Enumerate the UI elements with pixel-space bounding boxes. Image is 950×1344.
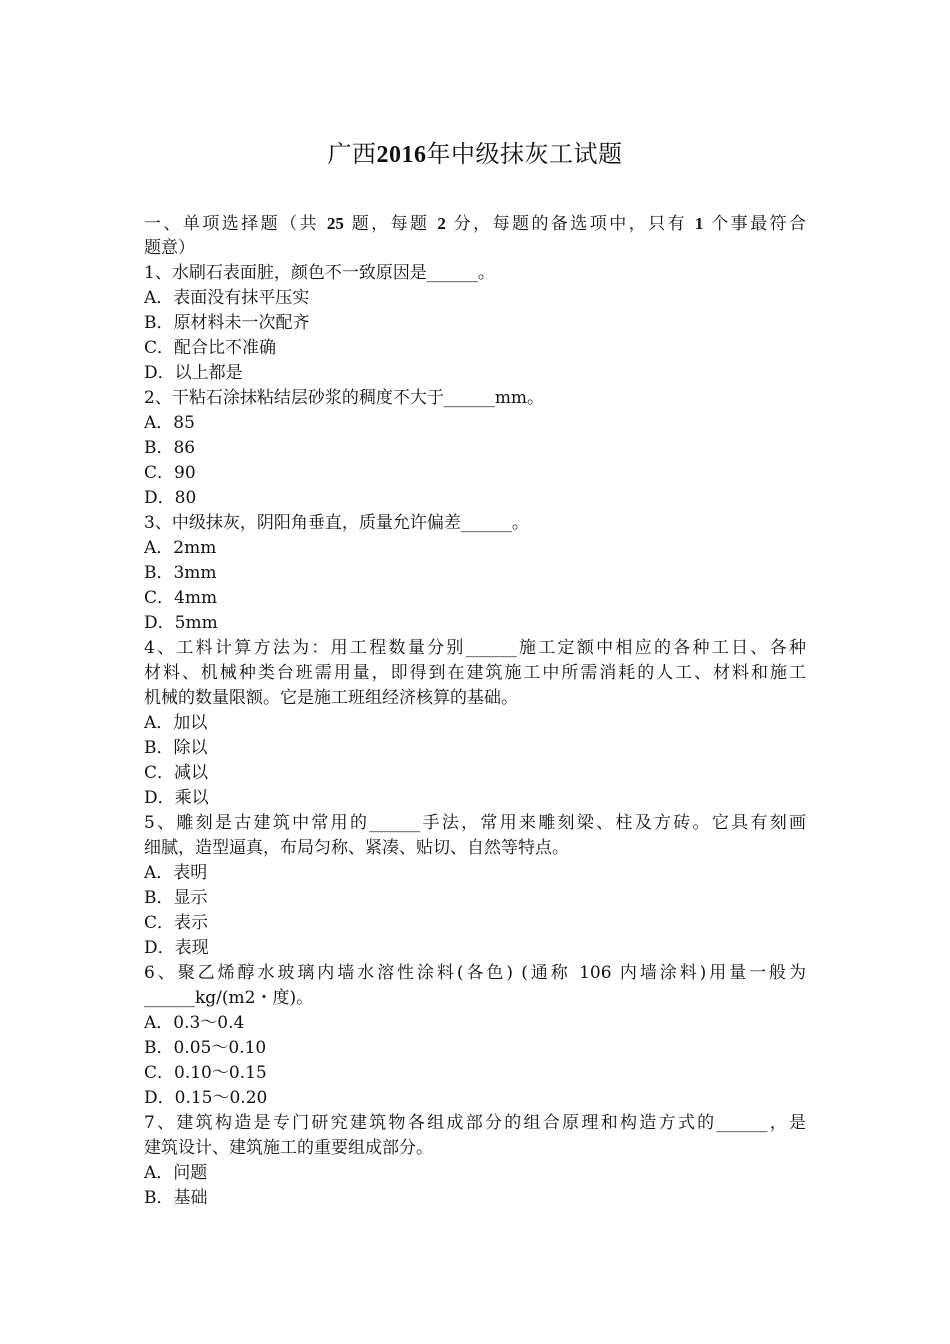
answer-option: D．80 <box>144 488 197 508</box>
question-block <box>144 636 806 811</box>
question-points: 2 <box>437 214 446 233</box>
question-text: 3、中级抹灰，阴阳角垂直，质量允许偏差______。 <box>144 513 529 533</box>
page-title <box>0 138 950 171</box>
answer-option: C．配合比不准确 <box>144 338 277 358</box>
section-text-c: 分，每题的备选项中，只有 <box>445 214 695 234</box>
answer-option: D．以上都是 <box>144 363 243 383</box>
question-block <box>144 811 806 961</box>
answer-option: D．5mm <box>144 613 218 633</box>
question-text: 6、聚乙烯醇水玻璃内墙水溶性涂料(各色) (通称 106 内墙涂料)用量一般为 <box>144 963 806 983</box>
question-text: 1、水刷石表面脏，颜色不一致原因是______。 <box>144 263 495 283</box>
question-text: ______kg/(m2・度)。 <box>144 988 314 1008</box>
answer-option: D．0.15～0.20 <box>144 1088 268 1108</box>
section-text-a: 一、单项选择题（共 <box>144 214 327 234</box>
answer-option: C．减以 <box>144 763 209 783</box>
section-heading <box>144 211 806 236</box>
answer-option: D．表现 <box>144 938 209 958</box>
answer-option: A．表明 <box>144 863 208 883</box>
question-block <box>144 511 806 636</box>
answer-option: A．0.3～0.4 <box>144 1013 245 1033</box>
answer-option: B．除以 <box>144 738 208 758</box>
question-block <box>144 386 806 511</box>
section-text-d: 个事最符合 <box>703 214 807 234</box>
answer-option: B．基础 <box>144 1188 208 1208</box>
title-suffix: 年中级抹灰工试题 <box>426 140 623 168</box>
title-prefix: 广西 <box>327 140 377 168</box>
answer-option: B．原材料未一次配齐 <box>144 313 310 333</box>
answer-option: A．问题 <box>144 1163 208 1183</box>
question-block <box>144 261 806 386</box>
question-text: 细腻，造型逼真，布局匀称、紧凑、贴切、自然等特点。 <box>144 838 569 858</box>
question-count: 25 <box>326 214 344 233</box>
title-year: 2016 <box>376 142 427 168</box>
answer-option: B．0.05～0.10 <box>144 1038 267 1058</box>
question-text: 7、建筑构造是专门研究建筑物各组成部分的组合原理和构造方式的______，是 <box>144 1113 806 1133</box>
answer-option: B．3mm <box>144 563 217 583</box>
answer-option: B．显示 <box>144 888 208 908</box>
question-text: 2、干粘石涂抹粘结层砂浆的稠度不大于______mm。 <box>144 388 545 408</box>
section-heading-cont: 题意） <box>144 238 195 258</box>
answer-option: C．4mm <box>144 588 218 608</box>
option-count: 1 <box>694 214 704 233</box>
answer-option: C．90 <box>144 463 196 483</box>
answer-option: A．加以 <box>144 713 208 733</box>
question-block <box>144 961 806 1111</box>
question-text: 5、雕刻是古建筑中常用的______手法，常用来雕刻梁、柱及方砖。它具有刻画 <box>144 813 806 833</box>
question-text: 材料、机械种类台班需用量，即得到在建筑施工中所需消耗的人工、材料和施工 <box>144 663 806 683</box>
document-body <box>144 211 806 1211</box>
question-text: 建筑设计、建筑施工的重要组成部分。 <box>144 1138 433 1158</box>
question-text: 机械的数量限额。它是施工班组经济核算的基础。 <box>144 688 518 708</box>
answer-option: A．2mm <box>144 538 217 558</box>
question-block <box>144 1111 806 1211</box>
section-text-b: 题，每题 <box>343 214 438 234</box>
answer-option: A．表面没有抹平压实 <box>144 288 310 308</box>
question-list <box>144 261 806 1211</box>
answer-option: A．85 <box>144 413 195 433</box>
answer-option: D．乘以 <box>144 788 209 808</box>
answer-option: C．表示 <box>144 913 209 933</box>
answer-option: B．86 <box>144 438 196 458</box>
question-text: 4、工料计算方法为：用工程数量分别______施工定额中相应的各种工日、各种 <box>144 638 806 658</box>
answer-option: C．0.10～0.15 <box>144 1063 267 1083</box>
